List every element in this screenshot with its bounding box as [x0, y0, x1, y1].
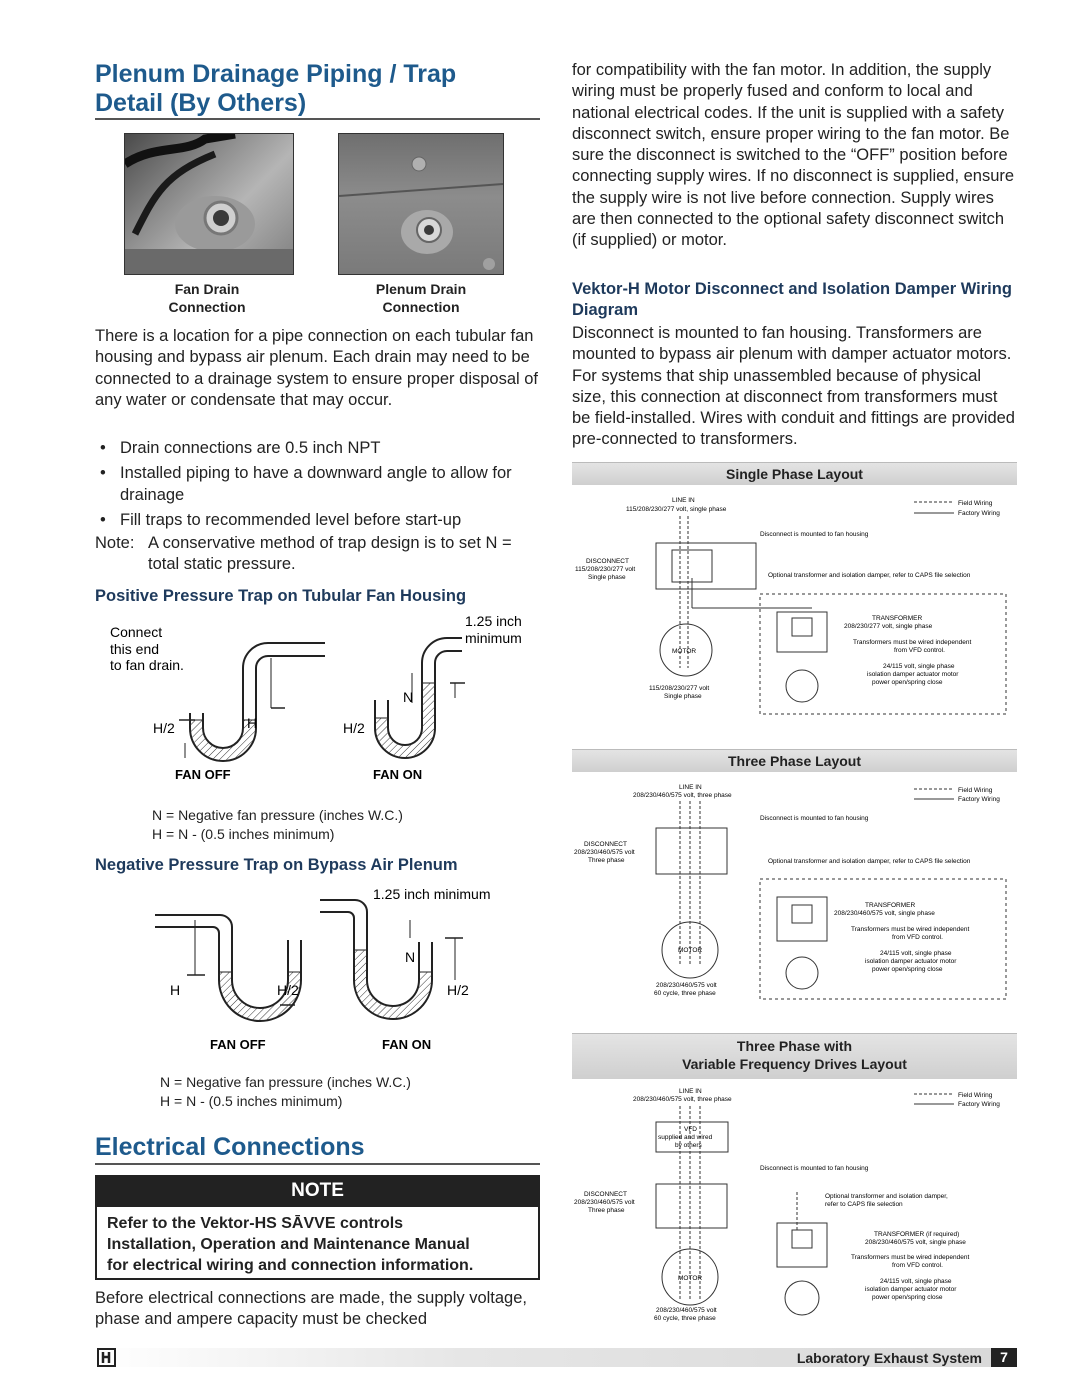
svg-text:Optional transformer and isola: Optional transformer and isolation damper,	[825, 1193, 948, 1200]
page-number: 7	[991, 1348, 1017, 1367]
positive-trap-diagram	[95, 608, 540, 788]
note-box: Refer to the Vektor-HS SĀVVE controls Installation, Operation and Maintenance Manual for electrical wiring and connection information.	[95, 1207, 540, 1280]
negative-trap-heading: Negative Pressure Trap on Bypass Air Plenum	[95, 856, 458, 874]
svg-text:refer to CAPS file selection: refer to CAPS file selection	[825, 1201, 903, 1208]
svg-text:115/208/230/277 volt: 115/208/230/277 volt	[649, 685, 710, 692]
svg-text:isolation damper actuator moto: isolation damper actuator motor	[867, 671, 959, 678]
svg-text:power open/spring close: power open/spring close	[872, 966, 943, 973]
svg-text:Disconnect is mounted to fan h: Disconnect is mounted to fan housing	[760, 531, 869, 538]
title-rule	[95, 118, 540, 120]
fan-drain-illustration	[125, 134, 293, 274]
negative-trap-diagram	[95, 880, 540, 1055]
svg-text:Disconnect is mounted to fan h: Disconnect is mounted to fan housing	[760, 815, 869, 822]
svg-text:from VFD control.: from VFD control.	[892, 934, 943, 941]
positive-legend: N = Negative fan pressure (inches W.C.) H = N - (0.5 inches minimum)	[152, 807, 403, 842]
fan-drain-photo	[124, 133, 294, 275]
svg-text:Optional transformer and isola: Optional transformer and isolation damper, refer to CAPS file selection	[768, 572, 971, 579]
svg-text:Single phase: Single phase	[664, 693, 702, 700]
svg-text:MOTOR: MOTOR	[678, 947, 703, 954]
brand-logo-icon	[97, 1348, 117, 1367]
svg-text:power open/spring close: power open/spring close	[872, 1294, 943, 1301]
svg-text:Field Wiring: Field Wiring	[958, 1092, 993, 1099]
svg-text:Three phase: Three phase	[588, 857, 625, 864]
svg-text:Field Wiring: Field Wiring	[958, 787, 993, 794]
svg-text:TRANSFORMER: TRANSFORMER	[865, 902, 916, 909]
svg-text:from VFD control.: from VFD control.	[892, 1262, 943, 1269]
svg-text:208/230/460/575 volt: 208/230/460/575 volt	[574, 1199, 635, 1206]
svg-text:VFD: VFD	[684, 1126, 697, 1133]
n-label: N	[403, 689, 414, 705]
min-inch-text: 1.25 inch minimum	[373, 886, 491, 902]
note-header: NOTE	[95, 1175, 540, 1207]
svg-text:Transformers must be wired ind: Transformers must be wired independent	[851, 1254, 970, 1261]
svg-text:Transformers must be wired ind: Transformers must be wired independent	[851, 926, 970, 933]
vfd-diagram	[572, 1080, 1017, 1330]
svg-text:LINE IN: LINE IN	[679, 784, 702, 791]
svg-text:by others: by others	[675, 1142, 702, 1149]
plenum-intro: There is a location for a pipe connection on each tubular fan housing and bypass air plenum. Each drain may need to be connected to a drainage system to ensure proper disposal of any water or condensate that may occur.	[95, 327, 539, 409]
connect-text: this end	[110, 641, 160, 657]
svg-text:Optional transformer and isola: Optional transformer and isolation damper, refer to CAPS file selection	[768, 858, 971, 865]
bullet-item: • Installed piping to have a downward angle to allow for drainage	[95, 463, 535, 506]
fan-on-label: FAN ON	[382, 1037, 432, 1052]
wiring-text: Disconnect is mounted to fan housing. Transformers are mounted to bypass air plenum with damper actuator motors. For systems that ship unassembled because of physical size, this connection at disconnect from transformers must be field-installed. Wires with conduit and fittings are provided pre-connected to transformers.	[572, 324, 1015, 449]
single-phase-title: Single Phase Layout	[572, 462, 1017, 485]
bullet-item: • Fill traps to recommended level before start-up	[95, 510, 535, 531]
fan-drain-caption: Fan Drain Connection	[168, 281, 246, 315]
negative-legend: N = Negative fan pressure (inches W.C.) H = N - (0.5 inches minimum)	[160, 1074, 411, 1109]
plenum-drain-caption: Plenum Drain Connection	[375, 281, 467, 315]
min-inch-text: 1.25 inch	[465, 613, 522, 629]
min-inch-text: minimum	[465, 630, 522, 646]
svg-text:TRANSFORMER (if required): TRANSFORMER (if required)	[874, 1231, 960, 1238]
svg-text:208/230/277 volt, single phase: 208/230/277 volt, single phase	[844, 623, 933, 630]
svg-text:Factory Wiring: Factory Wiring	[958, 796, 1000, 803]
svg-text:115/208/230/277 volt: 115/208/230/277 volt	[575, 566, 636, 573]
svg-text:60 cycle, three phase: 60 cycle, three phase	[654, 990, 716, 997]
svg-text:115/208/230/277 volt, single p: 115/208/230/277 volt, single phase	[626, 506, 727, 513]
svg-text:60 cycle, three phase: 60 cycle, three phase	[654, 1315, 716, 1322]
svg-text:Factory Wiring: Factory Wiring	[958, 510, 1000, 517]
svg-text:DISCONNECT: DISCONNECT	[584, 1191, 627, 1198]
svg-text:isolation damper actuator moto: isolation damper actuator motor	[865, 1286, 957, 1293]
single-phase-diagram	[572, 488, 1017, 733]
h-label: H	[247, 715, 258, 731]
svg-text:isolation damper actuator moto: isolation damper actuator motor	[865, 958, 957, 965]
plenum-bullets	[95, 438, 535, 535]
svg-text:TRANSFORMER: TRANSFORMER	[872, 615, 923, 622]
svg-text:24/115 volt, single phase: 24/115 volt, single phase	[880, 950, 952, 957]
n-label: N	[405, 949, 416, 965]
svg-text:208/230/460/575 volt, single p: 208/230/460/575 volt, single phase	[834, 910, 935, 917]
h2-label: H/2	[277, 982, 299, 998]
svg-text:MOTOR: MOTOR	[678, 1275, 703, 1282]
svg-text:Field Wiring: Field Wiring	[958, 500, 993, 507]
svg-text:Factory Wiring: Factory Wiring	[958, 1101, 1000, 1108]
svg-text:208/230/460/575 volt, single p: 208/230/460/575 volt, single phase	[865, 1239, 966, 1246]
footer-title: Laboratory Exhaust System	[796, 1350, 982, 1366]
title-rule	[95, 1163, 540, 1165]
three-phase-title: Three Phase Layout	[572, 749, 1017, 772]
connect-text: to fan drain.	[110, 657, 184, 673]
svg-text:supplied and wired: supplied and wired	[658, 1134, 713, 1141]
plenum-title: Plenum Drainage Piping / Trap Detail (By Others)	[95, 60, 457, 117]
h2-label: H/2	[447, 982, 469, 998]
bullet-item: • Drain connections are 0.5 inch NPT	[95, 438, 535, 459]
svg-text:208/230/460/575 volt: 208/230/460/575 volt	[656, 982, 717, 989]
svg-text:Single phase: Single phase	[588, 574, 626, 581]
electrical-title: Electrical Connections	[95, 1133, 365, 1161]
svg-text:208/230/460/575 volt, three ph: 208/230/460/575 volt, three phase	[633, 792, 732, 799]
svg-text:Disconnect is mounted to fan h: Disconnect is mounted to fan housing	[760, 1165, 869, 1172]
svg-text:LINE IN: LINE IN	[672, 497, 695, 504]
three-phase-diagram	[572, 775, 1017, 1020]
positive-trap-heading: Positive Pressure Trap on Tubular Fan Housing	[95, 587, 467, 605]
plenum-drain-illustration	[339, 134, 503, 274]
svg-text:from VFD control.: from VFD control.	[894, 647, 945, 654]
wiring-heading: Vektor-H Motor Disconnect and Isolation Damper Wiring Diagram	[572, 280, 1012, 319]
fan-off-label: FAN OFF	[210, 1037, 266, 1052]
fan-on-label: FAN ON	[373, 767, 423, 782]
h-label: H	[170, 982, 181, 998]
h2-label: H/2	[153, 720, 175, 736]
h2-label: H/2	[343, 720, 365, 736]
svg-text:DISCONNECT: DISCONNECT	[586, 558, 629, 565]
connect-text: Connect	[110, 624, 163, 640]
electrical-para-b: for compatibility with the fan motor. In addition, the supply wiring must be properly fused and conform to local and national electrical codes. If the unit is supplied with a safety disconnect switch, ensure proper wiring to the fan motor. Be sure the disconnect is switched to the “OFF” position before connecting supply wires. If no disconnect is supplied, ensure the supply wire is not live before connection. Supply wires are then connected to the optional safety disconnect switch (if supplied) or motor.	[572, 61, 1015, 250]
svg-text:208/230/460/575 volt: 208/230/460/575 volt	[574, 849, 635, 856]
svg-text:DISCONNECT: DISCONNECT	[584, 841, 627, 848]
svg-text:LINE IN: LINE IN	[679, 1088, 702, 1095]
svg-text:24/115 volt, single phase: 24/115 volt, single phase	[880, 1278, 952, 1285]
svg-text:208/230/460/575 volt: 208/230/460/575 volt	[656, 1307, 717, 1314]
svg-text:Three phase: Three phase	[588, 1207, 625, 1214]
svg-text:24/115 volt, single phase: 24/115 volt, single phase	[883, 663, 955, 670]
electrical-para-a: Before electrical connections are made, the supply voltage, phase and ampere capacity must be checked	[95, 1289, 527, 1329]
svg-text:MOTOR: MOTOR	[672, 648, 697, 655]
vfd-title: Three Phase with Variable Frequency Drives Layout	[572, 1033, 1017, 1079]
trap-note: Note: A conservative method of trap design is to set N = total static pressure.	[95, 534, 512, 574]
svg-text:Transformers must be wired ind: Transformers must be wired independent	[853, 639, 972, 646]
fan-off-label: FAN OFF	[175, 767, 231, 782]
svg-text:power open/spring close: power open/spring close	[872, 679, 943, 686]
plenum-drain-photo	[338, 133, 504, 275]
svg-text:208/230/460/575 volt, three ph: 208/230/460/575 volt, three phase	[633, 1096, 732, 1103]
